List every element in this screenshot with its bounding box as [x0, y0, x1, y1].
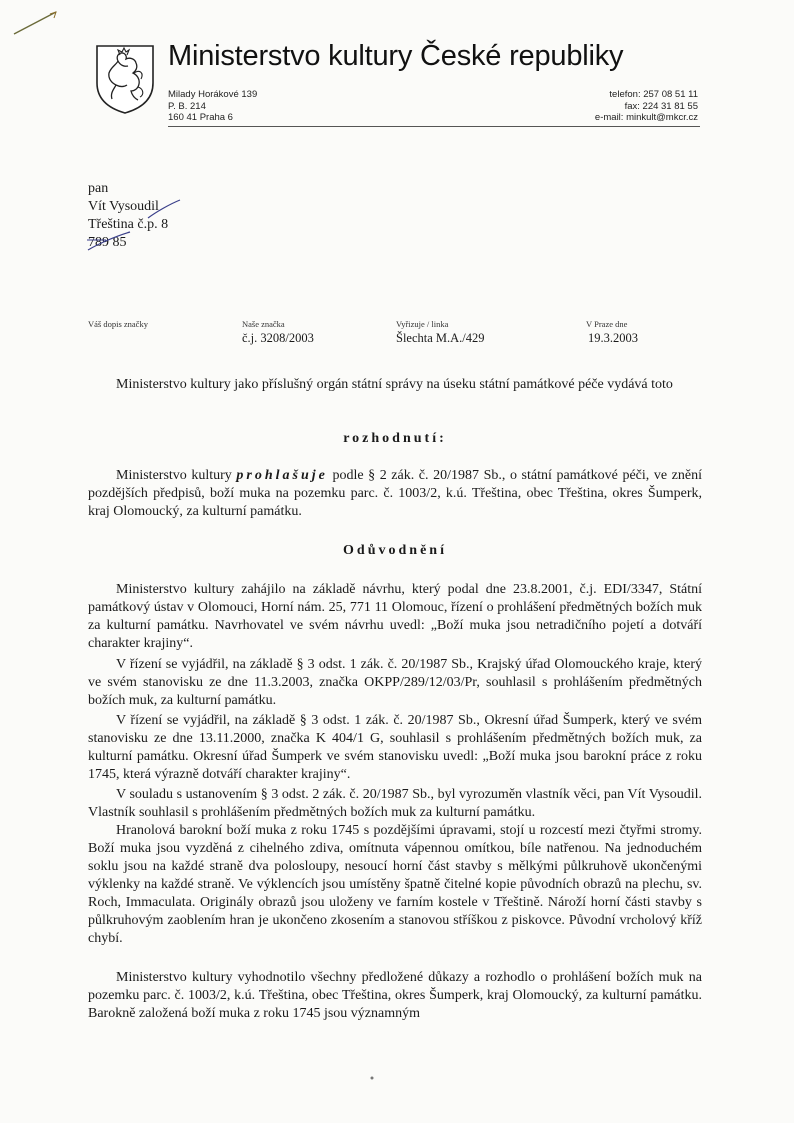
decision-paragraph — [88, 467, 702, 521]
reasoning-heading: Odůvodnění — [343, 543, 447, 558]
ref-label-date: V Praze dne — [586, 319, 628, 329]
decision-post: podle § 2 zák. č. 20/1987 Sb., o státní památkové péči, ve znění pozdějších předpisů, boží muka na pozemku parc. č. 1003/2, k.ú. Třeština, obec Třeština, okres Šumperk, kraj Olomoucký, za kulturní památku. — [88, 468, 702, 519]
reasoning-paragraph: Ministerstvo kultury zahájilo na základě návrhu, který podal dne 23.8.2001, č.j. EDI/3347, Státní památkový ústav v Olomouci, Horní nám. 25, 771 11 Olomouc, řízení o prohlášení předmětných božích muk za kulturní památku. Navrhovatel ve svém návrhu uvedl: „Boží muka jsou netradičního pojetí a dotváří charakter krajiny“. — [88, 582, 702, 651]
address-line: Milady Horákové 139 — [168, 89, 258, 100]
decision-pre: Ministerstvo kultury — [116, 468, 237, 483]
reasoning-paragraph: Ministerstvo kultury vyhodnotilo všechny předložené důkazy a rozhodlo o prohlášení božích muk na pozemku parc. č. 1003/2, k.ú. Třeština, obec Třeština, okres Šumperk, kraj Olomoucký, za kulturní památku. Barokně založená boží muka z roku 1745 jsou významným — [88, 970, 702, 1021]
pen-strike-marks — [86, 192, 186, 262]
addressee-line: pan — [88, 181, 109, 196]
reasoning-paragraph: V souladu s ustanovením § 3 odst. 2 zák. č. 20/1987 Sb., byl vyrozuměn vlastník věci, pan Vít Vysoudil. Vlastník souhlasil s prohlášením předmětných božích muk za kulturní památku. — [88, 787, 702, 820]
addressee-line: 789 85 — [88, 235, 127, 250]
addressee-line: Třeština č.p. 8 — [88, 217, 169, 232]
decision-verb: prohlašuje — [236, 468, 328, 483]
decision-heading: rozhodnutí: — [343, 431, 447, 446]
ref-label-our-ref: Naše značka — [242, 319, 285, 329]
ministry-address — [168, 89, 257, 124]
intro-paragraph: Ministerstvo kultury jako příslušný orgán státní správy na úseku státní památkové péče vydává toto — [116, 377, 673, 392]
email: e-mail: minkult@mkcr.cz — [594, 112, 698, 123]
ref-label-your-letter: Váš dopis značky — [88, 319, 148, 329]
ref-our-ref: č.j. 3208/2003 — [242, 331, 314, 345]
address-line: 160 41 Praha 6 — [168, 112, 233, 123]
fax: fax: 224 31 81 55 — [624, 100, 698, 112]
czech-lion-crest-icon — [94, 43, 156, 115]
address-line: P. B. 214 — [168, 100, 206, 112]
ref-label-handled-by: Vyřizuje / linka — [396, 319, 449, 329]
ref-handled-by: Šlechta M.A./429 — [396, 331, 485, 345]
header-divider — [168, 126, 700, 127]
ref-date: 19.3.2003 — [588, 331, 638, 345]
reasoning-paragraph: Hranolová barokní boží muka z roku 1745 s pozdějšími úpravami, stojí u rozcestí mezi čtyřmi stromy. Boží muka jsou vyzděná z cihelného zdiva, omítnuta vápennou omítkou, bíle natřenou. Na jednoduchém soklu jsou na každé straně dva polosloupy, nesoucí horní část stavby s mělkými půlkruhově ukončenými výklenky na každé straně. Ve výklencích jsou umístěny špatně čitelné kopie původních obrazů na plechu, sv. Roch, Immaculata. Originály obrazů jsou uloženy ve farním kostele v Třeštině. Nároží horní části stavby s půlkruhovým zaoblením hran je ukončeno zkosením a stanovou stříškou z piskovce. Původní vrcholový kříž chybí. — [88, 823, 702, 946]
reasoning-paragraph: V řízení se vyjádřil, na základě § 3 odst. 1 zák. č. 20/1987 Sb., Krajský úřad Olomouckého kraje, který ve svém stanovisku ze dne 11.3.2003, značka OKPP/289/12/03/Pr, souhlasil s prohlášením předmětných božích muk, za kulturní památku. — [88, 657, 702, 708]
ministry-name: Ministerstvo kultury České republiky — [168, 40, 624, 72]
phone: telefon: 257 08 51 11 — [609, 89, 698, 100]
ministry-contact — [595, 89, 698, 124]
addressee-line: Vít Vysoudil — [88, 199, 159, 214]
pencil-mark — [10, 8, 60, 38]
reasoning-paragraph: V řízení se vyjádřil, na základě § 3 odst. 1 zák. č. 20/1987 Sb., Okresní úřad Šumperk, který ve svém stanovisku ze dne 13.11.2000, značka K 404/1 G, souhlasil s prohlášením předmětných božích muk, za kulturní památku. Okresní úřad Šumperk ve svém stanovisku uvedl: „Boží muka jsou barokní práce z roku 1745, která výrazně dotváří charakter krajiny“. — [88, 713, 702, 782]
